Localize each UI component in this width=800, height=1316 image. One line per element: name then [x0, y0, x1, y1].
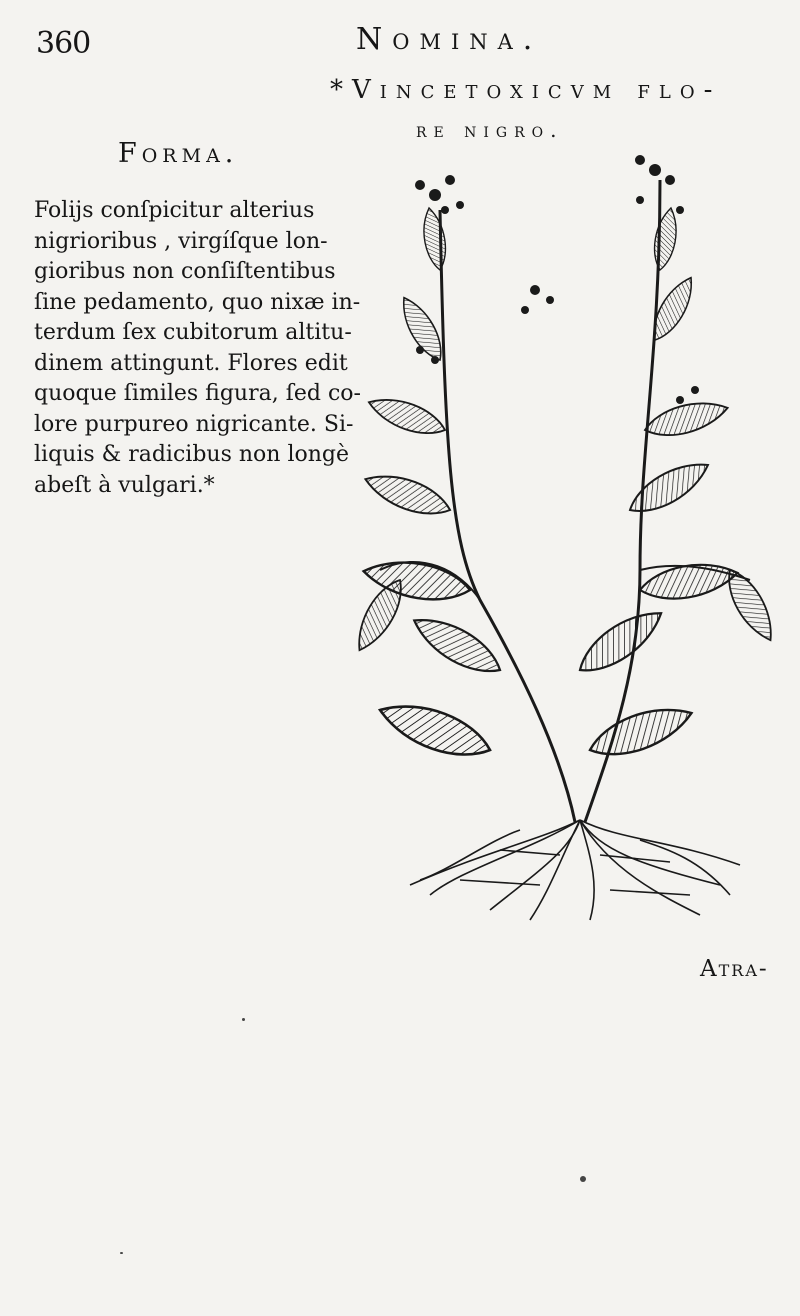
section-heading: Nomina. [356, 22, 543, 57]
text-line: dinem attingunt. Flores edit [34, 350, 348, 376]
roots [410, 820, 740, 920]
plant-title-line-2: re nigro. [416, 118, 564, 142]
text-line: quoque ſimiles figura, ſed co- [34, 381, 361, 406]
description-paragraph [34, 196, 361, 501]
plant-title [330, 70, 790, 150]
text-line: abeſt à vulgari.* [34, 472, 215, 498]
text-line: terdum ſex cubitorum altitu- [34, 320, 352, 345]
text-line: nigrioribus , virgíſque lon- [34, 228, 328, 254]
paper-speck [120, 1252, 123, 1254]
forma-heading: Forma. [118, 138, 239, 169]
catchword: Atra- [700, 956, 769, 982]
plant-title-line-1: *Vincetoxicvm flo- [330, 75, 722, 105]
paper-speck [242, 1018, 245, 1021]
text-line: ſine pedamento, quo nixæ in- [34, 289, 361, 315]
plant-woodcut-illustration [340, 150, 780, 930]
page-number: 360 [36, 26, 91, 61]
text-line: liquis & radicibus non longè [34, 442, 349, 467]
text-line: Folijs conſpicitur alterius [34, 198, 315, 223]
text-line: gioribus non conſiſtentibus [34, 259, 336, 284]
text-line: lore purpureo nigricante. Si- [34, 411, 354, 437]
paper-speck [580, 1176, 586, 1182]
